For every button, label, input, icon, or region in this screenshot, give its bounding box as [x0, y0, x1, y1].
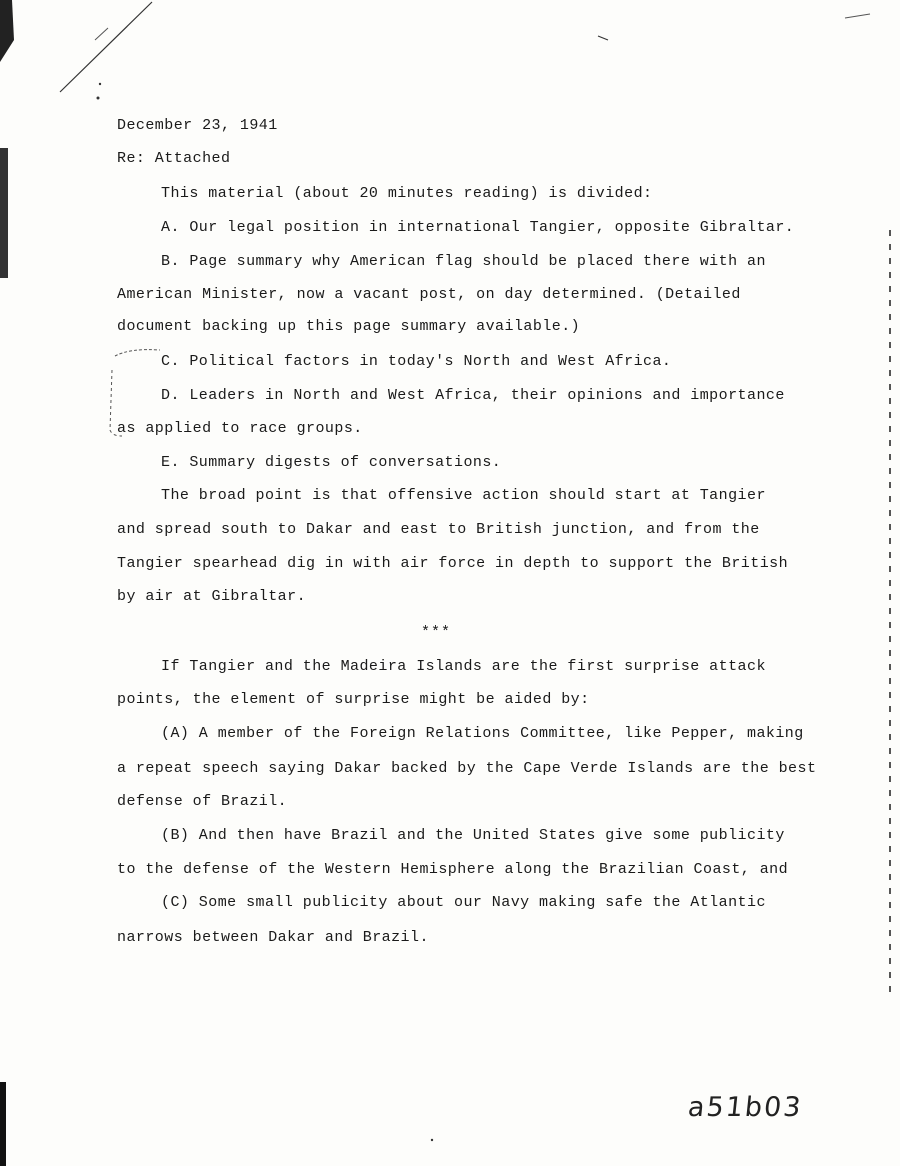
list-item-d-line-1: D. Leaders in North and West Africa, their opinions and importance: [161, 387, 785, 404]
handwritten-document-number: a51b03: [686, 1092, 805, 1123]
point-c-line-2: narrows between Dakar and Brazil.: [117, 929, 429, 946]
intro-paragraph: This material (about 20 minutes reading) is divided:: [161, 185, 653, 202]
point-a-line-2: a repeat speech saying Dakar backed by the Cape Verde Islands are the best: [117, 760, 817, 777]
point-a-line-1: (A) A member of the Foreign Relations Committee, like Pepper, making: [161, 725, 804, 742]
stray-pen-mark: [598, 36, 608, 40]
point-b-line-1: (B) And then have Brazil and the United States give some publicity: [161, 827, 785, 844]
list-item-a: A. Our legal position in international Tangier, opposite Gibraltar.: [161, 219, 795, 236]
paragraph-1-line-1: The broad point is that offensive action should start at Tangier: [161, 487, 766, 504]
stray-pen-mark: [845, 14, 870, 18]
document-date: December 23, 1941: [117, 117, 278, 134]
section-separator: ***: [421, 624, 452, 641]
paragraph-1-line-3: Tangier spearhead dig in with air force in depth to support the British: [117, 555, 789, 572]
paragraph-1-line-4: by air at Gibraltar.: [117, 588, 307, 605]
scan-edge-shadow: [0, 148, 8, 278]
point-a-line-3: defense of Brazil.: [117, 793, 288, 810]
scan-edge-shadow: [0, 0, 14, 62]
stray-dot: [99, 83, 101, 85]
margin-bracket-mark: [115, 350, 160, 356]
stray-dot: [431, 1139, 433, 1141]
paragraph-2-line-1: If Tangier and the Madeira Islands are the first surprise attack: [161, 658, 766, 675]
stray-dot: [97, 97, 100, 100]
list-item-d-line-2: as applied to race groups.: [117, 420, 363, 437]
point-b-line-2: to the defense of the Western Hemisphere along the Brazilian Coast, and: [117, 861, 789, 878]
list-item-b-line-2: American Minister, now a vacant post, on day determined. (Detailed: [117, 286, 741, 303]
paragraph-1-line-2: and spread south to Dakar and east to British junction, and from the: [117, 521, 760, 538]
list-item-c: C. Political factors in today's North and West Africa.: [161, 353, 672, 370]
paragraph-2-line-2: points, the element of surprise might be aided by:: [117, 691, 590, 708]
stray-pen-line: [60, 2, 152, 92]
stray-pen-mark: [95, 28, 108, 40]
point-c-line-1: (C) Some small publicity about our Navy making safe the Atlantic: [161, 894, 766, 911]
list-item-e: E. Summary digests of conversations.: [161, 454, 502, 471]
list-item-b-line-3: document backing up this page summary available.): [117, 318, 581, 335]
scan-edge-shadow: [0, 1082, 6, 1166]
re-line: Re: Attached: [117, 150, 231, 167]
list-item-b-line-1: B. Page summary why American flag should be placed there with an: [161, 253, 766, 270]
